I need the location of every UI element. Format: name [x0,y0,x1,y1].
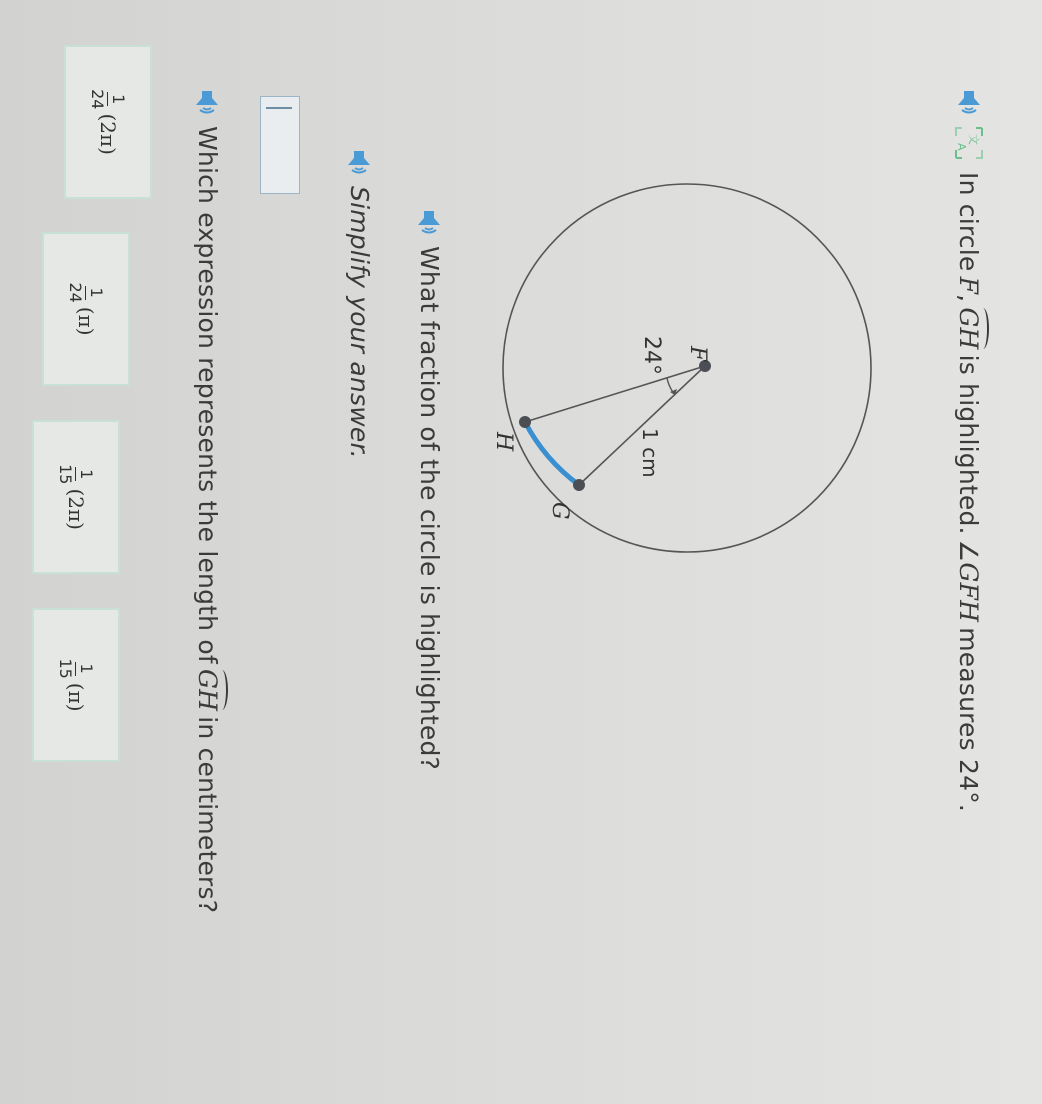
choice-expression: (2π) [64,488,88,530]
speaker-icon[interactable] [348,150,372,176]
choice-expression: (2π) [96,113,120,155]
question1-instruction: Simplify your answer. [345,186,374,459]
choice-4[interactable] [32,608,120,762]
intro-middle: is highlighted. [954,354,984,535]
arc-name: GH [954,307,984,350]
angle-label: 24° [639,336,664,375]
question1-prompt-row [415,210,444,770]
speaker-icon[interactable] [418,210,442,236]
center-label: F [685,346,710,362]
question1-prompt: What fraction of the circle is highlighted? [415,246,444,771]
circle-diagram [477,170,877,570]
question1-instruction-row [345,150,374,459]
fraction-numerator: 1 [77,469,97,480]
point-g [573,479,585,491]
radius-fh [525,366,705,422]
choice-fraction [88,89,129,109]
speaker-icon[interactable] [957,90,981,116]
intro-suffix: measures 24°. [954,627,984,813]
speaker-icon[interactable] [196,90,220,116]
question2-prompt-suffix: in centimeters? [193,716,222,914]
translate-icon[interactable] [954,126,984,160]
fraction-numerator: 1 [109,94,129,105]
angle-symbol: ∠ [954,539,984,563]
input-caret [266,107,292,109]
highlighted-arc [525,422,579,485]
radius-label: 1 cm [638,428,662,478]
question2-prompt-prefix: Which expression represents the length of [193,126,222,664]
point-h [519,416,531,428]
point-h-label: H [491,432,516,452]
fraction-denominator: 15 [56,658,76,679]
question2-prompt-row [193,90,222,913]
point-g-label: G [547,502,572,520]
svg-text:A: A [955,143,968,151]
circle-outline [503,184,871,552]
choice-fraction [66,282,107,302]
arc-name: GH [193,668,222,712]
choice-fraction [56,464,97,484]
fraction-numerator: 1 [87,287,107,298]
fraction-denominator: 24 [66,282,86,303]
fraction-denominator: 15 [56,464,76,485]
point-f [699,360,711,372]
intro-prefix: In circle [954,172,984,272]
problem-statement: 文 A In circle F , GH is highlighted. ∠ GFH measures 24°. [954,90,984,812]
choice-expression: (π) [64,682,88,712]
answer-input[interactable] [260,96,300,194]
fraction-numerator: 1 [77,663,97,674]
choice-3[interactable] [32,420,120,574]
angle-name: GFH [954,562,984,623]
choice-2[interactable] [42,232,130,386]
choice-expression: (π) [74,306,98,336]
choice-1[interactable] [64,45,152,199]
choice-fraction [56,658,97,678]
svg-text:文: 文 [967,134,980,145]
fraction-denominator: 24 [88,89,108,110]
circle-name: F [954,276,984,295]
